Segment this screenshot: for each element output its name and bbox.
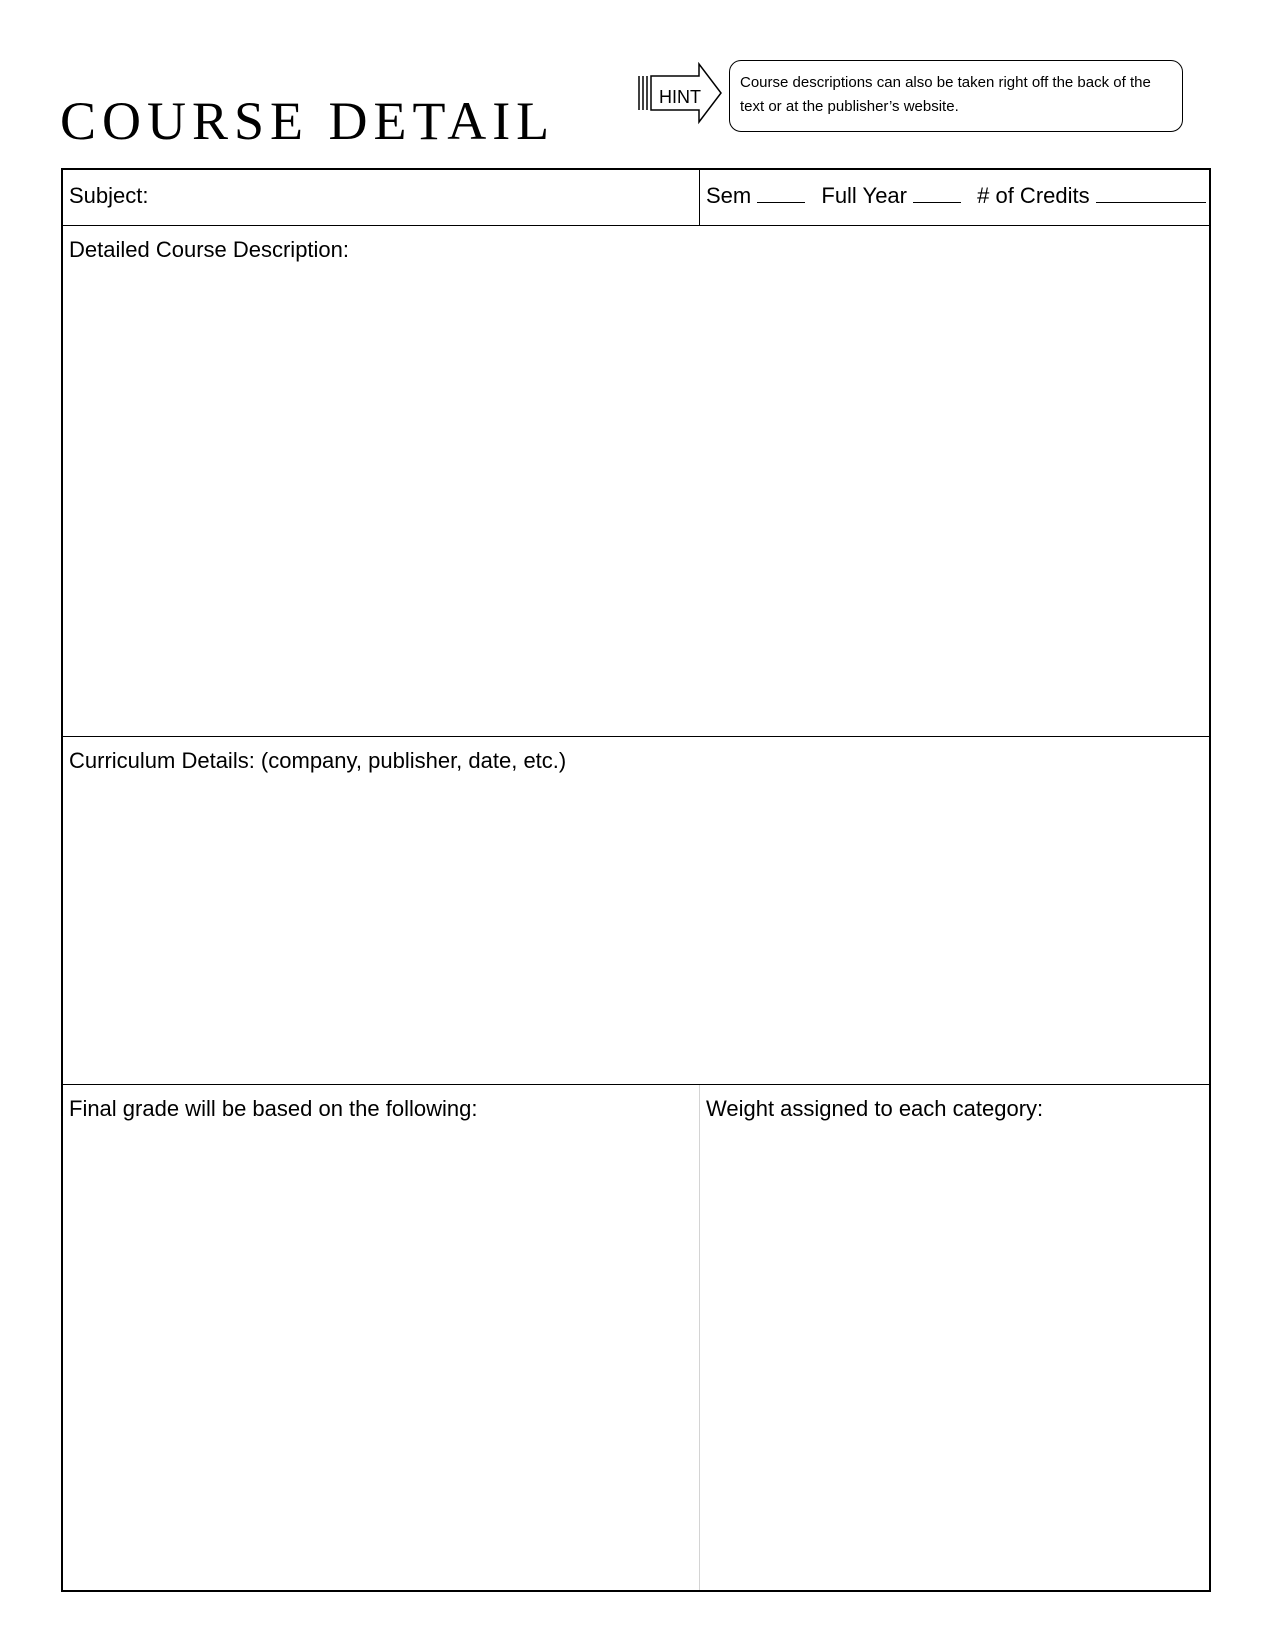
hint-text-line-1: Course descriptions can also be taken right off the back of the xyxy=(740,74,1151,91)
sem-blank[interactable] xyxy=(757,182,805,203)
subject-row xyxy=(63,170,1209,226)
hint-text-line-2: text or at the publisher’s website. xyxy=(740,98,959,115)
weight-field[interactable] xyxy=(700,1085,1209,1590)
full-year-blank[interactable] xyxy=(913,182,961,203)
grading-row xyxy=(63,1085,1209,1590)
hint-label: HINT xyxy=(659,87,701,107)
credits-label: # of Credits xyxy=(977,183,1090,208)
subject-label: Subject: xyxy=(69,183,149,208)
description-field[interactable] xyxy=(63,226,1209,737)
credits-blank[interactable] xyxy=(1096,182,1206,203)
term-credits-field xyxy=(700,170,1209,225)
description-label: Detailed Course Description: xyxy=(69,237,350,262)
course-detail-form xyxy=(61,168,1211,1592)
page-title: COURSE DETAIL xyxy=(60,91,556,151)
hint-callout xyxy=(729,60,1183,132)
weight-label: Weight assigned to each category: xyxy=(706,1096,1044,1121)
term-credits-line xyxy=(706,182,1206,210)
full-year-label: Full Year xyxy=(821,183,907,208)
subject-field[interactable] xyxy=(63,170,700,225)
grade-basis-label: Final grade will be based on the following: xyxy=(69,1096,478,1121)
curriculum-label: Curriculum Details: (company, publisher, date, etc.) xyxy=(69,748,567,773)
sem-label: Sem xyxy=(706,183,752,208)
curriculum-field[interactable] xyxy=(63,737,1209,1085)
grade-basis-field[interactable] xyxy=(63,1085,700,1590)
